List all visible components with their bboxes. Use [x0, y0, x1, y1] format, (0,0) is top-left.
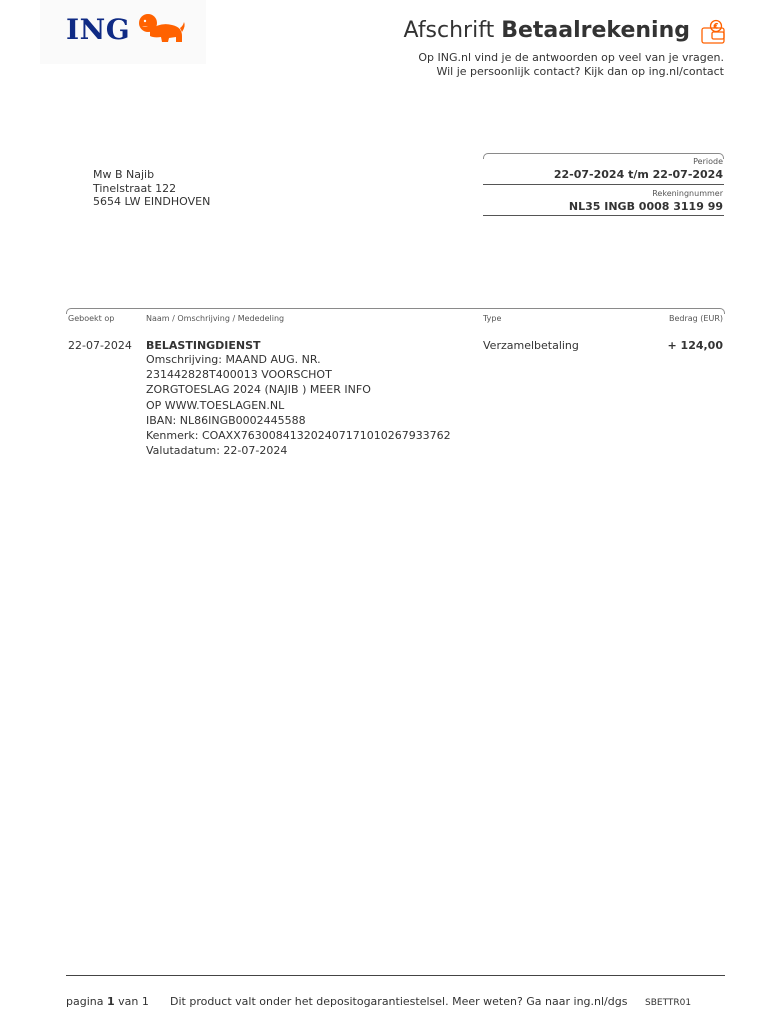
- row-detail-line: 231442828T400013 VOORSCHOT: [146, 368, 332, 381]
- recipient-street: Tinelstraat 122: [93, 182, 177, 195]
- row-date: 22-07-2024: [68, 339, 132, 352]
- row-amount: + 124,00: [667, 339, 723, 352]
- account-number-label: Rekeningnummer: [652, 189, 723, 198]
- column-header-description: Naam / Omschrijving / Mededeling: [146, 314, 285, 323]
- lion-logo-icon: [136, 12, 186, 44]
- recipient-city: 5654 LW EINDHOVEN: [93, 195, 211, 208]
- deposit-guarantee-notice: Dit product valt onder het depositogarantiestelsel. Meer weten? Ga naar ing.nl/dgs: [170, 995, 628, 1008]
- ing-logo-text: ING: [66, 13, 131, 46]
- form-code: SBETTR01: [645, 998, 692, 1008]
- recipient-name: Mw B Najib: [93, 168, 155, 181]
- account-box-bottom-border: [483, 215, 724, 216]
- period-label: Periode: [693, 157, 723, 166]
- title-bold: Betaalrekening: [501, 18, 690, 43]
- wallet-icon: [700, 19, 726, 45]
- page-total: van 1: [118, 995, 149, 1008]
- info-text-line-2: Wil je persoonlijk contact? Kijk dan op ing.nl/contact: [436, 65, 724, 78]
- title-light: Afschrift: [403, 18, 495, 43]
- account-box-divider: [483, 184, 724, 185]
- column-header-amount: Bedrag (EUR): [668, 314, 723, 323]
- account-number-value: NL35 INGB 0008 3119 99: [568, 200, 723, 213]
- footer-divider: [66, 975, 725, 976]
- row-detail-line: Valutadatum: 22-07-2024: [146, 444, 288, 457]
- period-value: 22-07-2024 t/m 22-07-2024: [553, 168, 723, 181]
- info-text-line-1: Op ING.nl vind je de antwoorden op veel van je vragen.: [418, 51, 724, 64]
- row-detail-line: OP WWW.TOESLAGEN.NL: [146, 399, 285, 412]
- page-current: 1: [106, 995, 115, 1008]
- row-counterparty: BELASTINGDIENST: [146, 339, 261, 352]
- account-box-top-border: [483, 153, 724, 159]
- row-detail-line: IBAN: NL86INGB0002445588: [146, 414, 306, 427]
- page-prefix: pagina: [66, 995, 104, 1008]
- row-detail-line: Omschrijving: MAAND AUG. NR.: [146, 353, 321, 366]
- page-number: [66, 995, 149, 1009]
- column-header-date: Geboekt op: [68, 314, 115, 323]
- row-detail-line: Kenmerk: COAXX76300841320240717101026793376​2: [146, 429, 451, 442]
- column-header-type: Type: [483, 314, 502, 323]
- row-type: Verzamelbetaling: [483, 339, 579, 352]
- document-title: [404, 16, 690, 46]
- row-detail-line: ZORGTOESLAG 2024 (NAJIB ) MEER INFO: [146, 383, 371, 396]
